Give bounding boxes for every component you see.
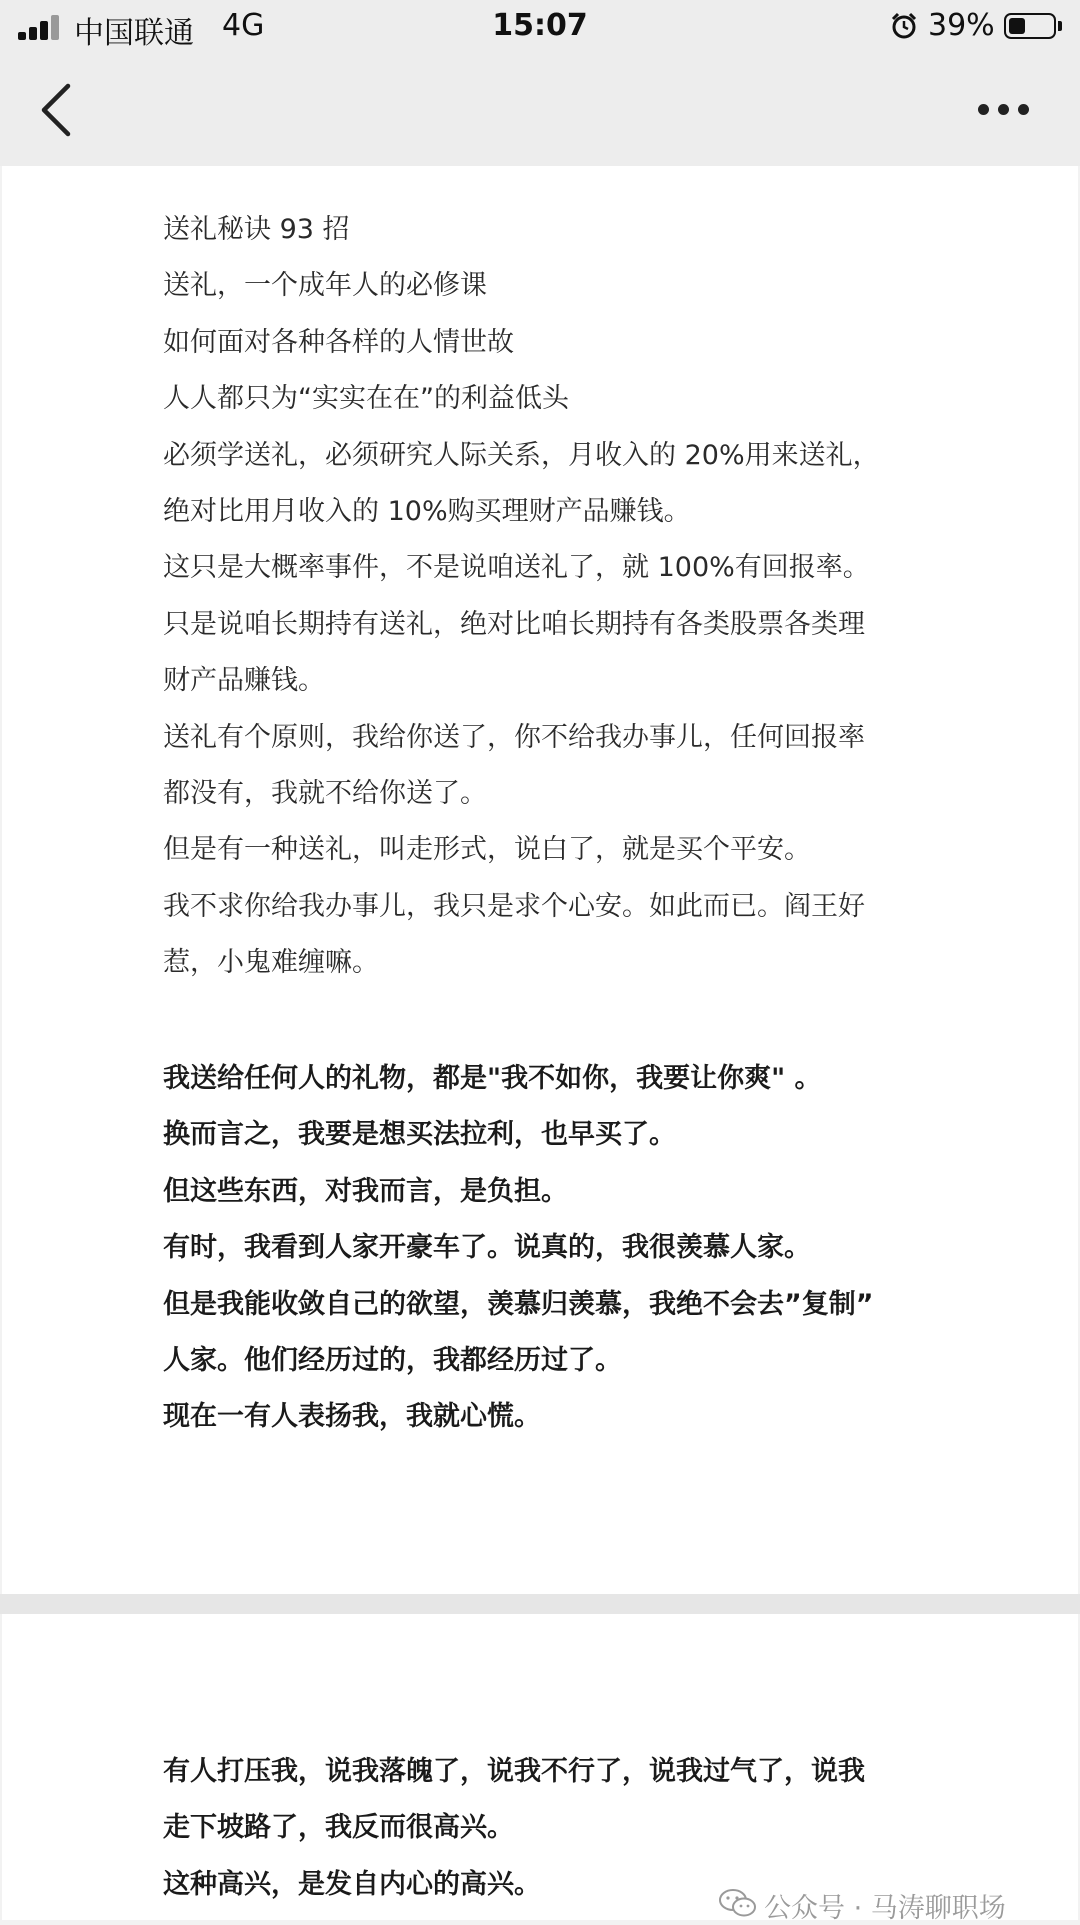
article-line: 人家。他们经历过的，我都经历过了。	[163, 1344, 622, 1376]
wechat-icon	[718, 1888, 758, 1918]
article-line: 绝对比用月收入的 10%购买理财产品赚钱。	[163, 495, 691, 527]
chevron-left-icon[interactable]	[34, 80, 80, 140]
article-line: 这只是大概率事件，不是说咱送礼了，就 100%有回报率。	[163, 552, 870, 584]
article-line: 财产品赚钱。	[163, 665, 325, 697]
article-line: 送礼有个原则，我给你送了，你不给我办事儿，任何回报率	[163, 721, 865, 753]
article-line: 我送给任何人的礼物，都是"我不如你，我要让你爽" 。	[163, 1063, 822, 1094]
article-line: 走下坡路了，我反而很高兴。	[163, 1812, 514, 1844]
article-line: 必须学送礼，必须研究人际关系，月收入的 20%用来送礼，	[163, 439, 880, 471]
alarm-icon	[890, 12, 918, 40]
article-line: 现在一有人表扬我，我就心慌。	[163, 1401, 541, 1433]
article-line: 如何面对各种各样的人情世故	[163, 326, 514, 358]
article-line: 换而言之，我要是想买法拉利，也早买了。	[163, 1119, 676, 1151]
article-paragraph-gifts	[163, 1051, 923, 1446]
nav-bar	[0, 54, 1080, 166]
article-line: 惹，小鬼难缠嘛。	[163, 947, 379, 979]
page-separator	[0, 1594, 1080, 1614]
article-line: 但是有一种送礼，叫走形式，说白了，就是买个平安。	[163, 834, 811, 866]
article-line: 送礼秘诀 93 招	[163, 214, 350, 245]
battery-fill	[1009, 18, 1025, 34]
article-line: 这种高兴，是发自内心的高兴。	[163, 1868, 541, 1900]
clock: 15:07	[492, 8, 588, 43]
article-line: 有人打压我，说我落魄了，说我不行了，说我过气了，说我	[163, 1756, 865, 1787]
article-line: 但是我能收敛自己的欲望，羡慕归羡慕，我绝不会去”复制”	[163, 1288, 874, 1320]
watermark-text: 公众号 · 马涛聊职场	[764, 1893, 1006, 1924]
battery-icon	[1004, 13, 1056, 39]
article-line: 只是说咱长期持有送礼，绝对比咱长期持有各类股票各类理	[163, 608, 865, 640]
article-line: 都没有，我就不给你送了。	[163, 777, 487, 809]
battery-percent: 39%	[928, 8, 995, 43]
carrier-name: 中国联通	[74, 16, 194, 51]
watermark	[718, 1886, 1058, 1924]
battery-tip	[1058, 21, 1062, 31]
network-type: 4G	[222, 8, 265, 43]
article-line: 有时，我看到人家开豪车了。说真的，我很羡慕人家。	[163, 1232, 811, 1264]
article-line: 我不求你给我办事儿，我只是求个心安。如此而已。阎王好	[163, 890, 865, 922]
article-line: 但这些东西，对我而言，是负担。	[163, 1175, 568, 1207]
status-bar	[0, 0, 1080, 54]
article-line: 人人都只为“实实在在”的利益低头	[163, 383, 569, 415]
article-line: 送礼，一个成年人的必修课	[163, 270, 487, 302]
article-paragraph-intro	[163, 202, 923, 991]
